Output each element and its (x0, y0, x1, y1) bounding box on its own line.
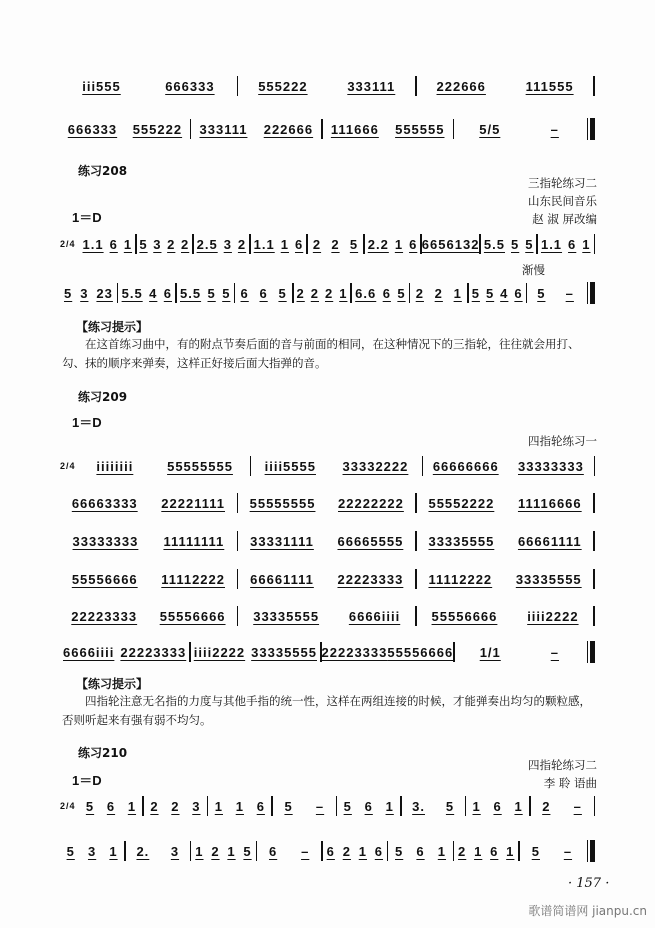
barline (593, 493, 595, 513)
note-group: 22223333 (71, 608, 138, 624)
exercise-209-title: 练习209 (78, 390, 128, 404)
note-group: 555555 (395, 121, 445, 137)
note-group: 1 (127, 798, 137, 814)
tips-text-209: 四指轮注意无名指的力度与其他手指的统一性，这样在两组连接的时候，才能弹奏出均匀的颗粒感，否则听起来有强有弱不均匀。 (62, 694, 591, 727)
measure (527, 286, 584, 301)
time-signature: 2/4 (60, 800, 76, 811)
exercise-210-key: 1＝D (72, 773, 102, 788)
note-group: 33335555 (515, 571, 582, 587)
note-group: 55556666 (431, 608, 498, 624)
note-group: 222666 (263, 121, 314, 137)
measure (388, 844, 452, 859)
note-group: 5 (222, 285, 231, 301)
note-group: 6 (256, 798, 265, 814)
note-group: 2 (171, 798, 180, 814)
note-group: iiii2222 (527, 608, 579, 624)
barline (594, 456, 596, 476)
note-group: 66661111 (250, 571, 314, 587)
measure (118, 286, 175, 301)
time-signature: 2/4 (60, 238, 76, 249)
tempo-mark: 渐慢 (522, 263, 545, 277)
measure (538, 237, 594, 252)
note-group: 1 (235, 798, 244, 814)
note-group: 6666iiii (348, 608, 401, 624)
note-group: 5 (537, 285, 546, 301)
note-group: 4 (500, 285, 509, 301)
measure (417, 79, 594, 94)
staff-209-1 (60, 455, 595, 477)
staff-208-2 (60, 282, 595, 304)
note-group: 55556666 (387, 644, 454, 660)
note-group: 33335555 (428, 533, 495, 549)
staff-209-4 (60, 568, 595, 590)
note-group: 1 (280, 236, 289, 252)
note-group: 111555 (525, 78, 574, 94)
note-group: 3 (153, 236, 162, 252)
note-group: 5 (349, 236, 359, 252)
measure (137, 237, 193, 252)
measure (454, 844, 518, 859)
note-group: 5/5 (479, 121, 501, 137)
measure (80, 459, 250, 474)
measure (417, 609, 594, 624)
exercise-210-subtitle: 四指轮练习二 (528, 758, 597, 772)
exercise-208-source: 山东民间音乐 (528, 194, 597, 208)
note-group: 1 (514, 798, 523, 814)
note-group: 22223333 (321, 644, 388, 660)
note-group: 2 (331, 236, 340, 252)
note-group: 5 (531, 843, 540, 859)
exercise-208-subtitle: 三指轮练习二 (528, 176, 597, 190)
note-group: 6 (416, 843, 425, 859)
exercise-208-arranger: 赵 淑 屏改编 (532, 212, 597, 226)
note-group: 1 (437, 843, 447, 859)
note-group: 555222 (132, 121, 183, 137)
note-group: 33335555 (251, 644, 317, 660)
measure (402, 799, 465, 814)
note-group: 5 (243, 843, 252, 859)
note-group: 5 (525, 236, 534, 252)
note-group: 6 (490, 843, 499, 859)
note-group: iiiiiiii (96, 458, 134, 474)
note-group: 5.5 (180, 285, 202, 301)
measure (322, 645, 454, 660)
measure (251, 459, 421, 474)
staff-209-6 (60, 641, 595, 663)
measure (294, 286, 351, 301)
note-group: 5 (139, 236, 148, 252)
note-group: 55555555 (167, 458, 233, 474)
exercise-208-title: 练习208 (78, 164, 128, 178)
note-group: 5 (397, 285, 406, 301)
note-group: – (565, 285, 574, 301)
note-group: 33335555 (253, 608, 320, 624)
measure (481, 237, 537, 252)
measure (238, 534, 415, 549)
final-barline (587, 840, 595, 862)
note-group: 5 (343, 798, 352, 814)
measure (60, 645, 189, 660)
exercise-208-credits (447, 174, 597, 228)
note-group: 1 (472, 798, 481, 814)
note-group: 6 (409, 236, 418, 252)
exercise-210-title: 练习210 (78, 746, 128, 760)
note-group: 5 (278, 285, 287, 301)
note-group: – (315, 798, 325, 814)
note-group: 5 (207, 285, 216, 301)
note-group: 1 (339, 285, 348, 301)
note-group: 5 (284, 798, 293, 814)
measure (323, 122, 453, 137)
note-group: 33331111 (250, 533, 314, 549)
note-group: 2 (237, 236, 247, 252)
note-group: 2. (136, 843, 150, 859)
measure (454, 122, 584, 137)
note-group: 23 (96, 285, 113, 301)
note-group: 6 (493, 798, 502, 814)
note-group: 6 (163, 285, 173, 301)
note-group: 2 (181, 236, 190, 252)
note-group: 1 (358, 843, 367, 859)
barline (593, 76, 595, 96)
note-group: 2 (167, 236, 176, 252)
tips-heading-209: 【练习提示】 (76, 677, 149, 691)
note-group: 1 (123, 236, 133, 252)
note-group: 6 (374, 843, 384, 859)
note-group: 5 (511, 236, 520, 252)
note-group: 1 (214, 798, 223, 814)
tips-text-208: 在这首练习曲中，有的附点节奏后面的音与前面的相同，在这种情况下的三指轮，往往就会用打、勾、抹的顺序来弹奏，这样正好接后面大指弹的音。 (62, 337, 580, 370)
measure (417, 496, 594, 511)
note-group: 2 (296, 285, 305, 301)
note-group: 55556666 (71, 571, 138, 587)
note-group: 22223333 (120, 644, 187, 660)
final-barline (587, 118, 595, 140)
note-group: 11112222 (428, 571, 493, 587)
note-group: 6 (421, 236, 431, 252)
note-group: 666333 (165, 78, 215, 94)
note-group: 1 (506, 843, 515, 859)
measure (238, 609, 415, 624)
note-group: 5 (66, 843, 75, 859)
measure (60, 286, 117, 301)
note-group: 555222 (258, 78, 308, 94)
note-group: 3 (170, 843, 180, 859)
measure (144, 799, 207, 814)
barline (593, 606, 595, 626)
note-group: 6 (106, 798, 116, 814)
time-signature: 2/4 (60, 460, 76, 471)
note-group: 2 (542, 798, 551, 814)
measure (365, 237, 421, 252)
measure (531, 799, 594, 814)
measure (208, 799, 271, 814)
note-group: 3 (80, 285, 89, 301)
final-barline (587, 282, 595, 304)
note-group: 6 (259, 285, 268, 301)
measure (238, 496, 415, 511)
note-group: 55556666 (159, 608, 226, 624)
note-group: 2 (415, 285, 424, 301)
measure (417, 534, 594, 549)
measure (126, 844, 190, 859)
note-group: 2 (434, 285, 443, 301)
page-number: · 157 · (568, 876, 610, 891)
note-group: 1 (582, 236, 591, 252)
barline (593, 569, 595, 589)
measure (238, 572, 415, 587)
note-group: 33333333 (517, 458, 584, 474)
note-group: 1 (195, 843, 204, 859)
measure (191, 844, 255, 859)
note-group: 5.5 (483, 236, 505, 252)
exercise-210-credits (528, 756, 597, 792)
note-group: 6 (326, 843, 335, 859)
note-group: 11111111 (163, 533, 225, 549)
measure (308, 237, 364, 252)
note-group: 333111 (199, 121, 248, 137)
final-barline (587, 641, 595, 663)
note-group: 55555555 (249, 495, 316, 511)
note-group: 1 (394, 236, 404, 252)
note-group: 2.5 (196, 236, 218, 252)
note-group: 2 (342, 843, 351, 859)
measure (60, 534, 237, 549)
staff-top-1 (60, 75, 595, 97)
note-group: 6 (364, 798, 373, 814)
note-group: 5 (471, 285, 480, 301)
measure (60, 572, 237, 587)
note-group: 65 (430, 236, 447, 252)
measure (177, 286, 234, 301)
note-group: – (550, 121, 559, 137)
note-group: 2 (458, 843, 467, 859)
exercise-210-composer: 李 聆 语曲 (543, 776, 597, 790)
measure (191, 122, 321, 137)
measure (238, 79, 415, 94)
exercise-208-key: 1＝D (72, 210, 102, 225)
note-group: 222666 (436, 78, 486, 94)
note-group: 3 (87, 843, 97, 859)
staff-209-2 (60, 492, 595, 514)
note-group: 3 (223, 236, 232, 252)
note-group: 4 (149, 285, 158, 301)
note-group: – (573, 798, 582, 814)
note-group: 6 (568, 236, 577, 252)
staff-209-5 (60, 605, 595, 627)
note-group: 11116666 (517, 495, 582, 511)
note-group: 2 (312, 236, 322, 252)
note-group: 5 (395, 843, 404, 859)
note-group: 1 (385, 798, 394, 814)
note-group: 33333333 (72, 533, 139, 549)
measure (235, 286, 292, 301)
note-group: 33332222 (342, 458, 409, 474)
note-group: 1.1 (540, 236, 563, 252)
note-group: 6 (294, 236, 304, 252)
measure (352, 286, 409, 301)
measure (60, 844, 124, 859)
note-group: iiii5555 (264, 458, 316, 474)
measure (520, 844, 584, 859)
note-group: 2 (150, 798, 159, 814)
note-group: 1 (453, 285, 462, 301)
note-group: 6 (382, 285, 391, 301)
barline (593, 531, 595, 551)
barline (594, 796, 596, 816)
note-group: 3. (412, 798, 425, 814)
staff-210-2 (60, 840, 595, 862)
note-group: 1 (227, 843, 236, 859)
note-group: 55552222 (428, 495, 495, 511)
measure (423, 459, 593, 474)
note-group: iiii2222 (193, 644, 246, 660)
measure (273, 799, 336, 814)
measure (257, 844, 321, 859)
note-group: 5 (445, 798, 455, 814)
note-group: 66666666 (432, 458, 499, 474)
note-group: – (563, 843, 573, 859)
measure (194, 237, 250, 252)
note-group: 2 (211, 843, 220, 859)
barline (594, 234, 596, 254)
note-group: 333111 (347, 78, 396, 94)
note-group: 1.1 (82, 236, 104, 252)
note-group: 6132 (446, 236, 480, 252)
note-group: 2.2 (367, 236, 389, 252)
measure (80, 799, 143, 814)
note-group: 6 (240, 285, 249, 301)
measure (455, 645, 584, 660)
note-group: 5 (485, 285, 495, 301)
note-group: 111666 (330, 121, 379, 137)
measure (191, 645, 320, 660)
tips-heading-208: 【练习提示】 (76, 320, 149, 334)
note-group: 6 (268, 843, 278, 859)
note-group: 6 (109, 236, 118, 252)
note-group: 1.1 (253, 236, 275, 252)
staff-209-3 (60, 530, 595, 552)
note-group: 5.5 (121, 285, 143, 301)
measure (60, 609, 237, 624)
note-group: 6.6 (355, 285, 377, 301)
measure (80, 237, 136, 252)
note-group: 22221111 (161, 495, 225, 511)
measure (60, 122, 190, 137)
measure (337, 799, 400, 814)
note-group: 2 (324, 285, 334, 301)
note-group: 22223333 (337, 571, 404, 587)
note-group: 6666iiii (63, 644, 115, 660)
note-group: 11112222 (161, 571, 225, 587)
measure (469, 286, 526, 301)
note-group: 6 (514, 285, 523, 301)
note-group: – (301, 843, 310, 859)
note-group: 66665555 (337, 533, 404, 549)
measure (417, 572, 594, 587)
exercise-209-key: 1＝D (72, 415, 102, 430)
note-group: 66661111 (517, 533, 582, 549)
note-group: iii555 (82, 78, 121, 94)
note-group: 1 (109, 843, 118, 859)
note-group: 3 (192, 798, 201, 814)
note-group: 2 (310, 285, 319, 301)
note-group: 22222222 (338, 495, 404, 511)
note-group: 66663333 (71, 495, 138, 511)
measure (410, 286, 467, 301)
note-group: 5 (63, 285, 73, 301)
staff-top-2 (60, 118, 595, 140)
note-group: 1/1 (479, 644, 501, 660)
measure (60, 79, 237, 94)
measure (466, 799, 529, 814)
exercise-209-subtitle: 四指轮练习一 (528, 434, 597, 448)
note-group: 1 (474, 843, 483, 859)
measure (60, 496, 237, 511)
watermark: 歌谱简谱网 jianpu.cn (528, 904, 647, 918)
staff-210-1 (60, 795, 595, 817)
note-group: – (550, 644, 559, 660)
measure (422, 237, 480, 252)
measure (251, 237, 307, 252)
note-group: 5 (85, 798, 95, 814)
measure (323, 844, 387, 859)
note-group: 666333 (67, 121, 118, 137)
staff-208-1 (60, 233, 595, 255)
